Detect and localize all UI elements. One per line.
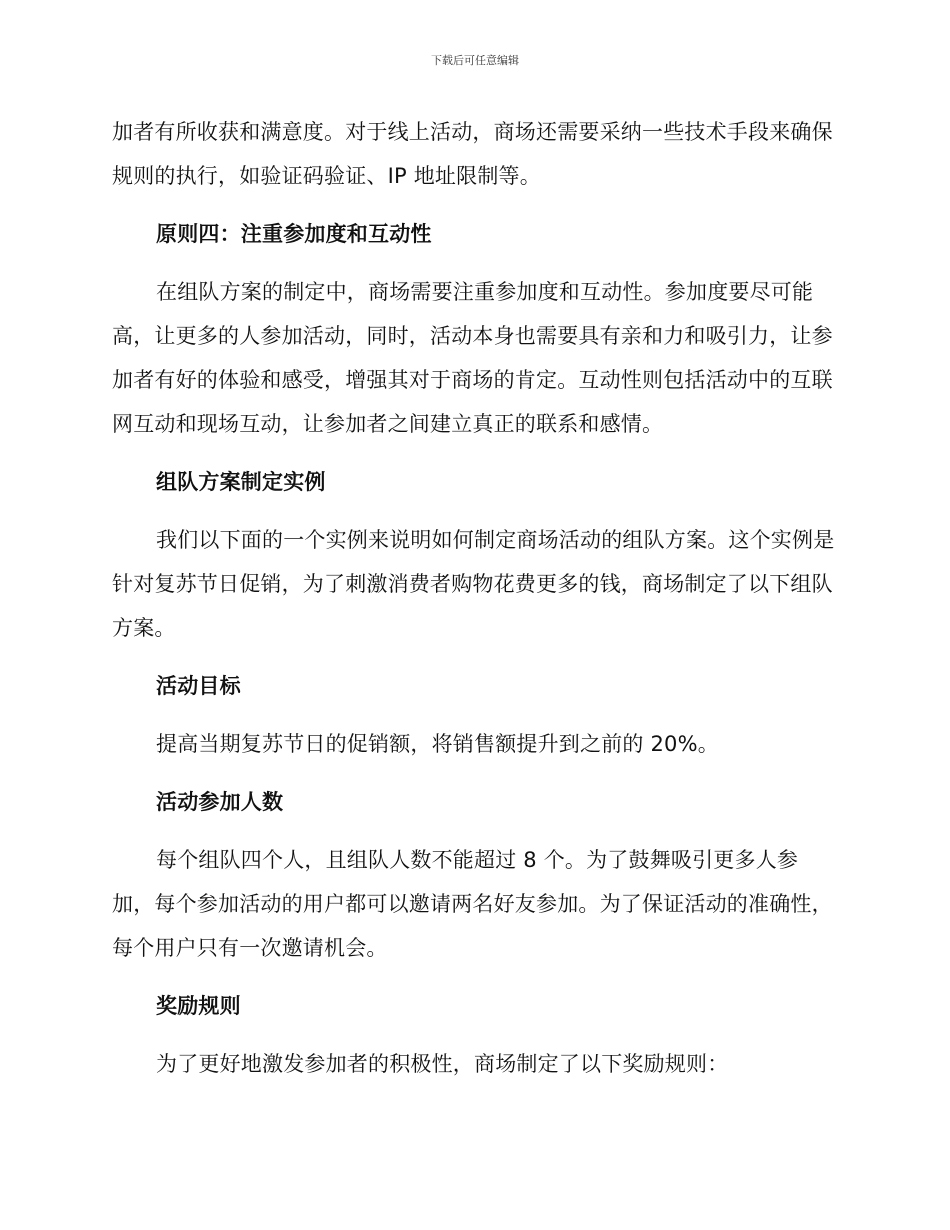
section-heading-example: 组队方案制定实例 <box>156 470 326 494</box>
section-heading-principle-four: 原则四：注重参加度和互动性 <box>156 222 432 246</box>
section-heading-participants: 活动参加人数 <box>156 790 284 814</box>
paragraph-example: 我们以下面的一个实例来说明如何制定商场活动的组队方案。这个实例是针对复苏节日促销，为了刺激消费者购物花费更多的钱，商场制定了以下组队方案。 <box>112 528 835 640</box>
paragraph-continued: 加者有所收获和满意度。对于线上活动，商场还需要采纳一些技术手段来确保规则的执行，如验证码验证、IP 地址限制等。 <box>112 120 833 188</box>
document-body <box>112 110 836 1100</box>
section-heading-rewards: 奖励规则 <box>156 994 241 1018</box>
paragraph-participants: 每个组队四个人，且组队人数不能超过 8 个。为了鼓舞吸引更多人参加，每个参加活动的用户都可以邀请两名好友参加。为了保证活动的准确性，每个用户只有一次邀请机会。 <box>112 848 833 960</box>
section-heading-goal: 活动目标 <box>156 674 241 698</box>
paragraph-participation: 在组队方案的制定中，商场需要注重参加度和互动性。参加度要尽可能高，让更多的人参加活动，同时，活动本身也需要具有亲和力和吸引力，让参加者有好的体验和感受，增强其对于商场的肯定。互动性则包括活动中的互联网互动和现场互动，让参加者之间建立真正的联系和感情。 <box>112 280 833 436</box>
page-header: 下载后可任意编辑 <box>431 54 519 67</box>
paragraph-rewards: 为了更好地激发参加者的积极性，商场制定了以下奖励规则： <box>156 1052 729 1076</box>
paragraph-goal: 提高当期复苏节日的促销额，将销售额提升到之前的 20%。 <box>156 732 719 756</box>
